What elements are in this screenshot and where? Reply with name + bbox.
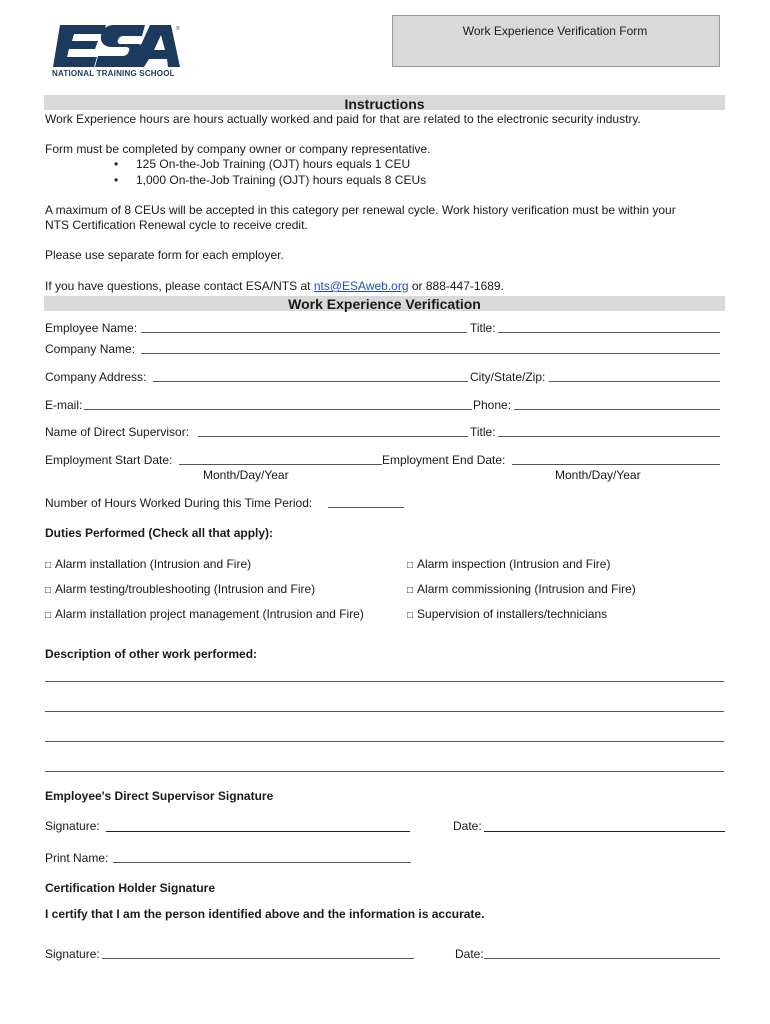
bullet-dot: • bbox=[114, 173, 119, 187]
max-ceu-text-cont: NTS Certification Renewal cycle to receive credit. bbox=[45, 218, 308, 232]
supervisor-name-field[interactable] bbox=[198, 436, 468, 437]
separate-form-text: Please use separate form for each employer. bbox=[45, 248, 284, 262]
supervisor-signature-label: Signature: bbox=[45, 819, 100, 833]
duty-option[interactable]: □ Alarm inspection (Intrusion and Fire) bbox=[407, 557, 611, 571]
registered-mark: ® bbox=[176, 26, 180, 32]
contact-text: If you have questions, please contact ESA/NTS at nts@ESAweb.org or 888-447-1689. bbox=[45, 279, 504, 293]
bullet-item: 125 On-the-Job Training (OJT) hours equals 1 CEU bbox=[136, 157, 411, 171]
holder-signature-field[interactable] bbox=[102, 958, 414, 959]
checkbox-icon[interactable]: □ bbox=[407, 560, 414, 571]
start-date-format: Month/Day/Year bbox=[203, 468, 289, 482]
supervisor-title-label: Title: bbox=[470, 425, 496, 439]
company-name-field[interactable] bbox=[141, 353, 720, 354]
verification-heading: Work Experience Verification bbox=[288, 296, 481, 312]
max-ceu-text: A maximum of 8 CEUs will be accepted in this category per renewal cycle. Work history verification must be within your bbox=[45, 203, 676, 217]
duty-option[interactable]: □ Alarm commissioning (Intrusion and Fire) bbox=[407, 582, 636, 596]
duties-heading: Duties Performed (Check all that apply): bbox=[45, 526, 274, 540]
holder-signature-label: Signature: bbox=[45, 947, 100, 961]
supervisor-signature-heading: Employee's Direct Supervisor Signature bbox=[45, 789, 274, 803]
other-work-line[interactable] bbox=[45, 771, 724, 772]
hours-field[interactable] bbox=[328, 507, 404, 508]
company-address-field[interactable] bbox=[153, 381, 468, 382]
form-title-box bbox=[392, 15, 720, 67]
bullet-item: 1,000 On-the-Job Training (OJT) hours equals 8 CEUs bbox=[136, 173, 427, 187]
certify-statement: I certify that I am the person identified above and the information is accurate. bbox=[45, 907, 485, 921]
duty-option[interactable]: □ Alarm testing/troubleshooting (Intrusion and Fire) bbox=[45, 582, 316, 596]
title-field[interactable] bbox=[498, 332, 720, 333]
duty-option[interactable]: □ Supervision of installers/technicians bbox=[407, 607, 608, 621]
supervisor-name-label: Name of Direct Supervisor: bbox=[45, 425, 190, 439]
phone-field[interactable] bbox=[514, 409, 720, 410]
start-date-label: Employment Start Date: bbox=[45, 453, 173, 467]
logo-subtitle: NATIONAL TRAINING SCHOOL bbox=[52, 69, 175, 78]
print-name-field[interactable] bbox=[113, 862, 411, 863]
holder-signature-heading: Certification Holder Signature bbox=[45, 881, 216, 895]
supervisor-title-field[interactable] bbox=[498, 436, 720, 437]
city-state-zip-label: City/State/Zip: bbox=[470, 370, 546, 384]
other-work-line[interactable] bbox=[45, 711, 724, 712]
supervisor-signature-field[interactable] bbox=[106, 831, 410, 832]
other-work-line[interactable] bbox=[45, 741, 724, 742]
hours-label: Number of Hours Worked During this Time Period: bbox=[45, 496, 313, 510]
end-date-label: Employment End Date: bbox=[382, 453, 506, 467]
bullet-dot: • bbox=[114, 157, 119, 171]
checkbox-icon[interactable]: □ bbox=[45, 560, 52, 571]
print-name-label: Print Name: bbox=[45, 851, 109, 865]
company-name-label: Company Name: bbox=[45, 342, 136, 356]
checkbox-icon[interactable]: □ bbox=[407, 610, 414, 621]
form-title: Work Experience Verification Form bbox=[462, 24, 648, 38]
supervisor-date-field[interactable] bbox=[484, 831, 725, 832]
other-work-heading: Description of other work performed: bbox=[45, 647, 258, 661]
duty-option[interactable]: □ Alarm installation (Intrusion and Fire) bbox=[45, 557, 252, 571]
employee-name-label: Employee Name: bbox=[45, 321, 138, 335]
end-date-format: Month/Day/Year bbox=[555, 468, 641, 482]
checkbox-icon[interactable]: □ bbox=[45, 585, 52, 596]
duty-option[interactable]: □ Alarm installation project management (Intrusion and Fire) bbox=[45, 607, 364, 621]
phone-label: Phone: bbox=[473, 398, 512, 412]
instructions-intro: Work Experience hours are hours actually worked and paid for that are related to the electronic security industry. bbox=[45, 112, 641, 126]
completion-text: Form must be completed by company owner or company representative. bbox=[45, 142, 431, 156]
city-state-zip-field[interactable] bbox=[549, 381, 720, 382]
email-field[interactable] bbox=[84, 409, 472, 410]
checkbox-icon[interactable]: □ bbox=[407, 585, 414, 596]
email-label: E-mail: bbox=[45, 398, 83, 412]
employee-name-field[interactable] bbox=[141, 332, 467, 333]
title-label: Title: bbox=[470, 321, 496, 335]
other-work-line[interactable] bbox=[45, 681, 724, 682]
holder-date-label: Date: bbox=[455, 947, 484, 961]
holder-date-field[interactable] bbox=[484, 958, 720, 959]
checkbox-icon[interactable]: □ bbox=[45, 610, 52, 621]
end-date-field[interactable] bbox=[512, 464, 720, 465]
start-date-field[interactable] bbox=[179, 464, 382, 465]
company-address-label: Company Address: bbox=[45, 370, 147, 384]
contact-email-link[interactable]: nts@ESAweb.org bbox=[313, 279, 409, 293]
supervisor-date-label: Date: bbox=[453, 819, 482, 833]
instructions-heading: Instructions bbox=[344, 96, 425, 112]
